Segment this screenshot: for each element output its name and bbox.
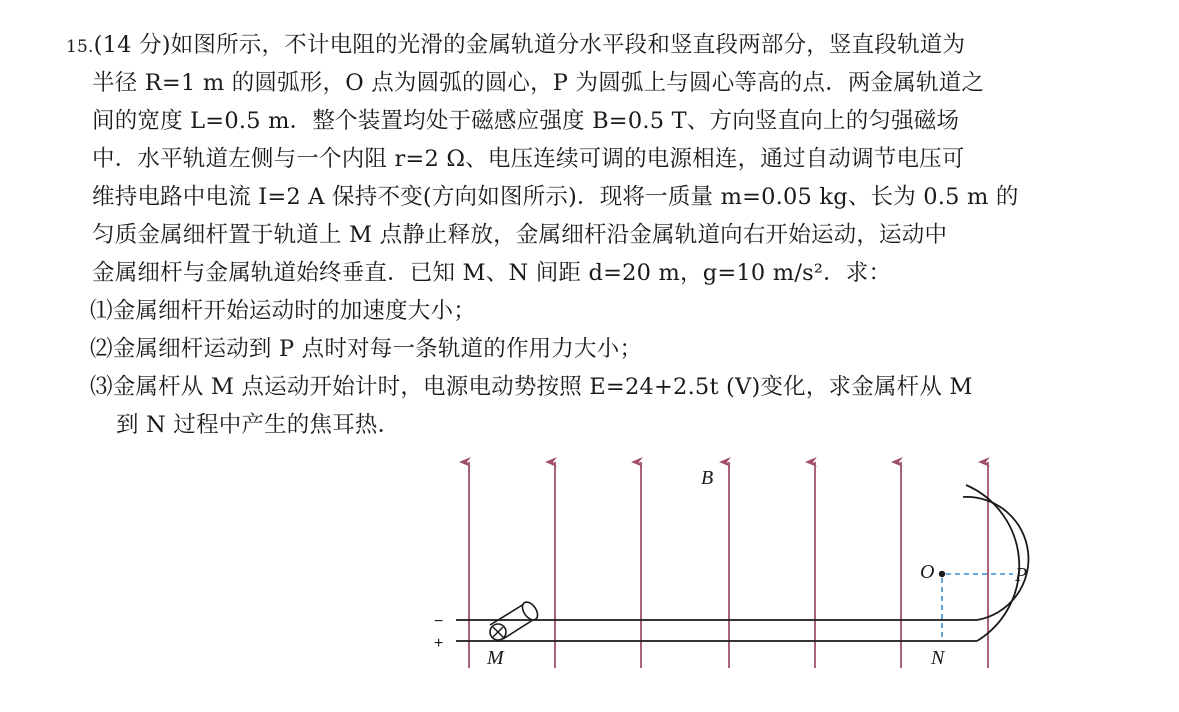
magnetic-field-lines (469, 462, 988, 668)
problem-line-3: 间的宽度 L=0.5 m．整个装置均处于磁感应强度 B=0.5 T、方向竖直向上的匀强磁场 (92, 108, 960, 134)
sub-question-3-cont: 到 N 过程中产生的焦耳热． (116, 412, 401, 438)
label-B: B (701, 467, 714, 489)
problem-line-2: 半径 R=1 m 的圆弧形，O 点为圆弧的圆心，P 为圆弧上与圆心等高的点．两金属轨道之 (92, 70, 985, 96)
dashed-guides (942, 574, 1013, 641)
label-M: M (487, 647, 504, 669)
sub-question-3: ⑶金属杆从 M 点运动开始计时，电源电动势按照 E=24+2.5t (V)变化，求金属杆从 M (90, 374, 973, 400)
point-O (939, 571, 945, 577)
rail-arc-outer (966, 485, 1019, 641)
label-P: P (1015, 564, 1028, 586)
label-plus: + (434, 635, 444, 652)
problem-line-7: 金属细杆与金属轨道始终垂直．已知 M、N 间距 d=20 m，g=10 m/s²．求： (92, 260, 892, 286)
sub-question-2: ⑵金属细杆运动到 P 点时对每一条轨道的作用力大小； (90, 336, 643, 362)
sub-question-1: ⑴金属细杆开始运动时的加速度大小； (90, 298, 476, 324)
problem-line-1: 15.(14 分)如图所示，不计电阻的光滑的金属轨道分水平段和竖直段两部分，竖直段轨道为 (66, 32, 966, 58)
problem-line-6: 匀质金属细杆置于轨道上 M 点静止释放，金属细杆沿金属轨道向右开始运动，运动中 (92, 222, 948, 248)
label-N: N (931, 647, 945, 669)
label-minus: − (434, 613, 444, 630)
problem-line-4: 中．水平轨道左侧与一个内阻 r=2 Ω、电压连续可调的电源相连，通过自动调节电压可 (92, 146, 965, 172)
rod-edge-top (490, 604, 524, 625)
rod-edge-bottom (503, 618, 536, 639)
question-number: 15. (66, 37, 94, 57)
problem-line-5: 维持电路中电流 I=2 A 保持不变(方向如图所示)．现将一质量 m=0.05 kg、长为 0.5 m 的 (92, 184, 1019, 210)
label-O: O (920, 561, 935, 583)
